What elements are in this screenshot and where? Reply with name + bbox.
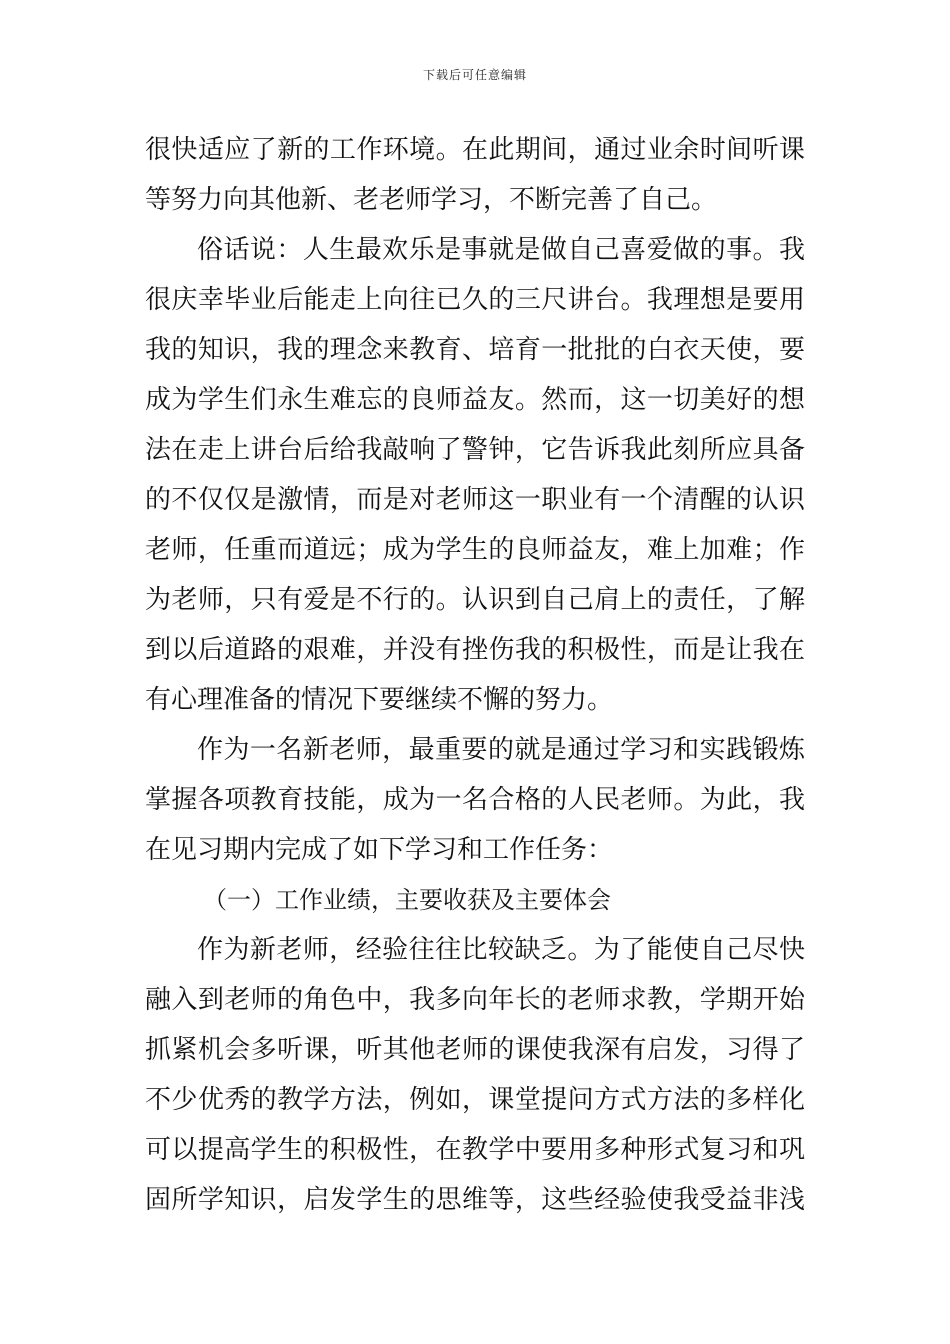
text-line: 固所学知识，启发学生的思维等，这些经验使我受益非浅 bbox=[145, 1185, 805, 1215]
paragraph-first-line: 作为新老师，经验往往比较缺乏。为了能使自己尽快 bbox=[197, 935, 805, 965]
text-line: 老师，任重而道远；成为学生的良师益友，难上加难；作 bbox=[145, 535, 805, 565]
text-line: 在见习期内完成了如下学习和工作任务： bbox=[145, 835, 614, 865]
text-line: 抓紧机会多听课，听其他老师的课使我深有启发，习得了 bbox=[145, 1035, 805, 1065]
text-line: 我的知识，我的理念来教育、培育一批批的白衣天使，要 bbox=[145, 335, 805, 365]
text-line: 到以后道路的艰难，并没有挫伤我的积极性，而是让我在 bbox=[145, 635, 805, 665]
text-line: 融入到老师的角色中，我多向年长的老师求教，学期开始 bbox=[145, 985, 805, 1015]
text-line: 等努力向其他新、老老师学习，不断完善了自己。 bbox=[145, 185, 718, 215]
header-note: 下载后可任意编辑 bbox=[422, 68, 527, 82]
paragraph-first-line: 作为一名新老师，最重要的就是通过学习和实践锻炼 bbox=[197, 735, 805, 765]
text-line: 为老师，只有爱是不行的。认识到自己肩上的责任，了解 bbox=[145, 585, 805, 615]
text-line: 成为学生们永生难忘的良师益友。然而，这一切美好的想 bbox=[145, 385, 805, 415]
text-line: 很快适应了新的工作环境。在此期间，通过业余时间听课 bbox=[145, 135, 805, 165]
body-text bbox=[145, 125, 805, 1225]
paragraph-first-line: 俗话说：人生最欢乐是事就是做自己喜爱做的事。我 bbox=[197, 235, 805, 265]
text-line: 有心理准备的情况下要继续不懈的努力。 bbox=[145, 685, 614, 715]
text-line: 很庆幸毕业后能走上向往已久的三尺讲台。我理想是要用 bbox=[145, 285, 805, 315]
text-line: 的不仅仅是激情，而是对老师这一职业有一个清醒的认识 bbox=[145, 485, 805, 515]
text-line: 可以提高学生的积极性，在教学中要用多种形式复习和巩 bbox=[145, 1135, 805, 1165]
text-line: 不少优秀的教学方法，例如，课堂提问方式方法的多样化 bbox=[145, 1085, 805, 1115]
text-line: 掌握各项教育技能，成为一名合格的人民老师。为此，我 bbox=[145, 785, 805, 815]
text-line: 法在走上讲台后给我敲响了警钟，它告诉我此刻所应具备 bbox=[145, 435, 805, 465]
section-heading: （一）工作业绩，主要收获及主要体会 bbox=[203, 886, 611, 914]
